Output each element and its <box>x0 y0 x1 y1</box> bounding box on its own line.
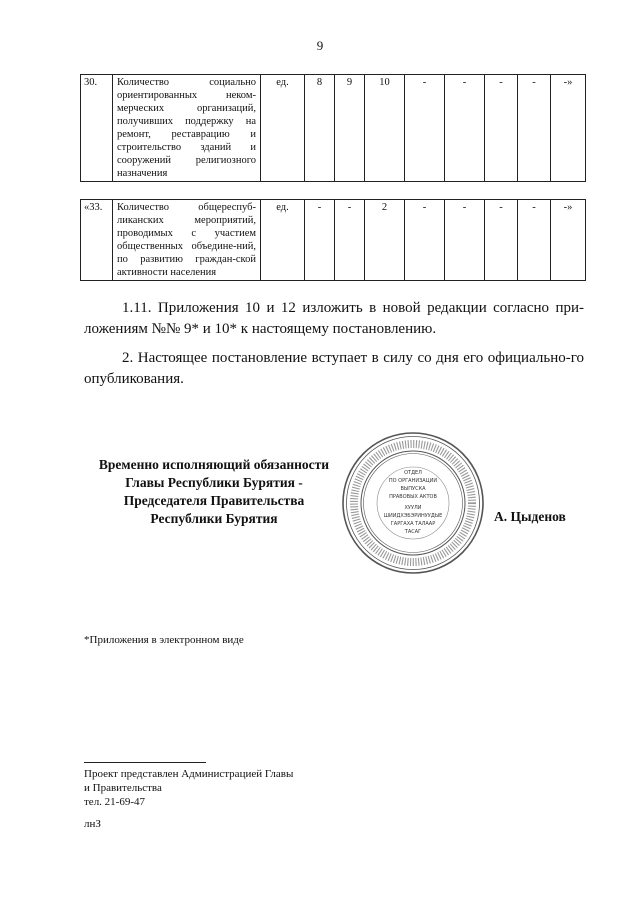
effective-date-paragraph: 2. Настоящее постановление вступает в силу со дня его официально-го опубликования. <box>84 350 584 387</box>
official-seal <box>340 430 486 576</box>
row-number: 30. <box>81 75 113 182</box>
seal-text: ПРАВОВЫХ АКТОВ <box>389 494 437 500</box>
row-value: -» <box>551 200 586 281</box>
signatory-line: Председателя Правительства <box>123 493 305 508</box>
row-number: «33. <box>81 200 113 281</box>
row-value: - <box>305 200 335 281</box>
row-value: - <box>445 200 485 281</box>
page-number: 9 <box>316 38 324 53</box>
row-description: Количество общереспуб-ликанских мероприятий, проводимых с участием общественных объедине-ний, по развитию граждан-ской активности населения <box>113 200 261 281</box>
seal-text: ШИИДХЭБЭРИНУУДЫЕ <box>383 513 443 519</box>
row-value: - <box>485 200 518 281</box>
indicator-table-row-33 <box>80 199 586 281</box>
footer-phone: тел. 21-69-47 <box>84 796 146 808</box>
indicator-table-row-30 <box>80 74 586 182</box>
row-value: -» <box>551 75 586 182</box>
amendment-paragraph: 1.11. Приложения 10 и 12 изложить в новой редакции согласно при-ложениям №№ 9* и 10* к настоящему постановлению. <box>84 300 584 337</box>
seal-text: ХУУЛИ <box>404 505 422 511</box>
row-value: 10 <box>365 75 405 182</box>
signatory-line: Республики Бурятия <box>150 511 278 526</box>
seal-text: ВЫПУСКА <box>400 486 426 492</box>
row-unit: ед. <box>261 200 305 281</box>
footer-code: лнЗ <box>84 818 101 830</box>
signatory-line: Временно исполняющий обязанности <box>98 457 330 472</box>
footer-line: Проект представлен Администрацией Главы <box>84 768 294 780</box>
footer-divider <box>84 762 206 763</box>
row-description: Количество социально ориентированных неком-мерческих организаций, получивших поддержку на ремонт, реставрацию и строительство зданий и сооружений религиозного назначения <box>113 75 261 182</box>
row-value: 8 <box>305 75 335 182</box>
seal-text: ТАСАГ <box>404 529 422 535</box>
row-value: - <box>518 75 551 182</box>
signatory-title <box>80 456 348 528</box>
row-unit: ед. <box>261 75 305 182</box>
footer-info <box>84 767 293 831</box>
row-value: - <box>518 200 551 281</box>
signer-name: А. Цыденов <box>494 509 566 524</box>
row-value: 9 <box>335 75 365 182</box>
appendix-footnote: *Приложения в электронном виде <box>84 634 244 646</box>
seal-text: ПО ОРГАНИЗАЦИИ <box>388 478 438 484</box>
seal-text: ОТДЕЛ <box>404 470 422 476</box>
row-value: - <box>445 75 485 182</box>
row-value: - <box>485 75 518 182</box>
footer-line: и Правительства <box>84 782 162 794</box>
row-value: - <box>405 75 445 182</box>
row-value: - <box>335 200 365 281</box>
row-value: 2 <box>365 200 405 281</box>
table-row <box>81 200 586 281</box>
seal-text: ГАРГАХА ТАЛААР <box>390 521 436 527</box>
signatory-line: Главы Республики Бурятия - <box>125 475 303 490</box>
row-value: - <box>405 200 445 281</box>
table-row <box>81 75 586 182</box>
